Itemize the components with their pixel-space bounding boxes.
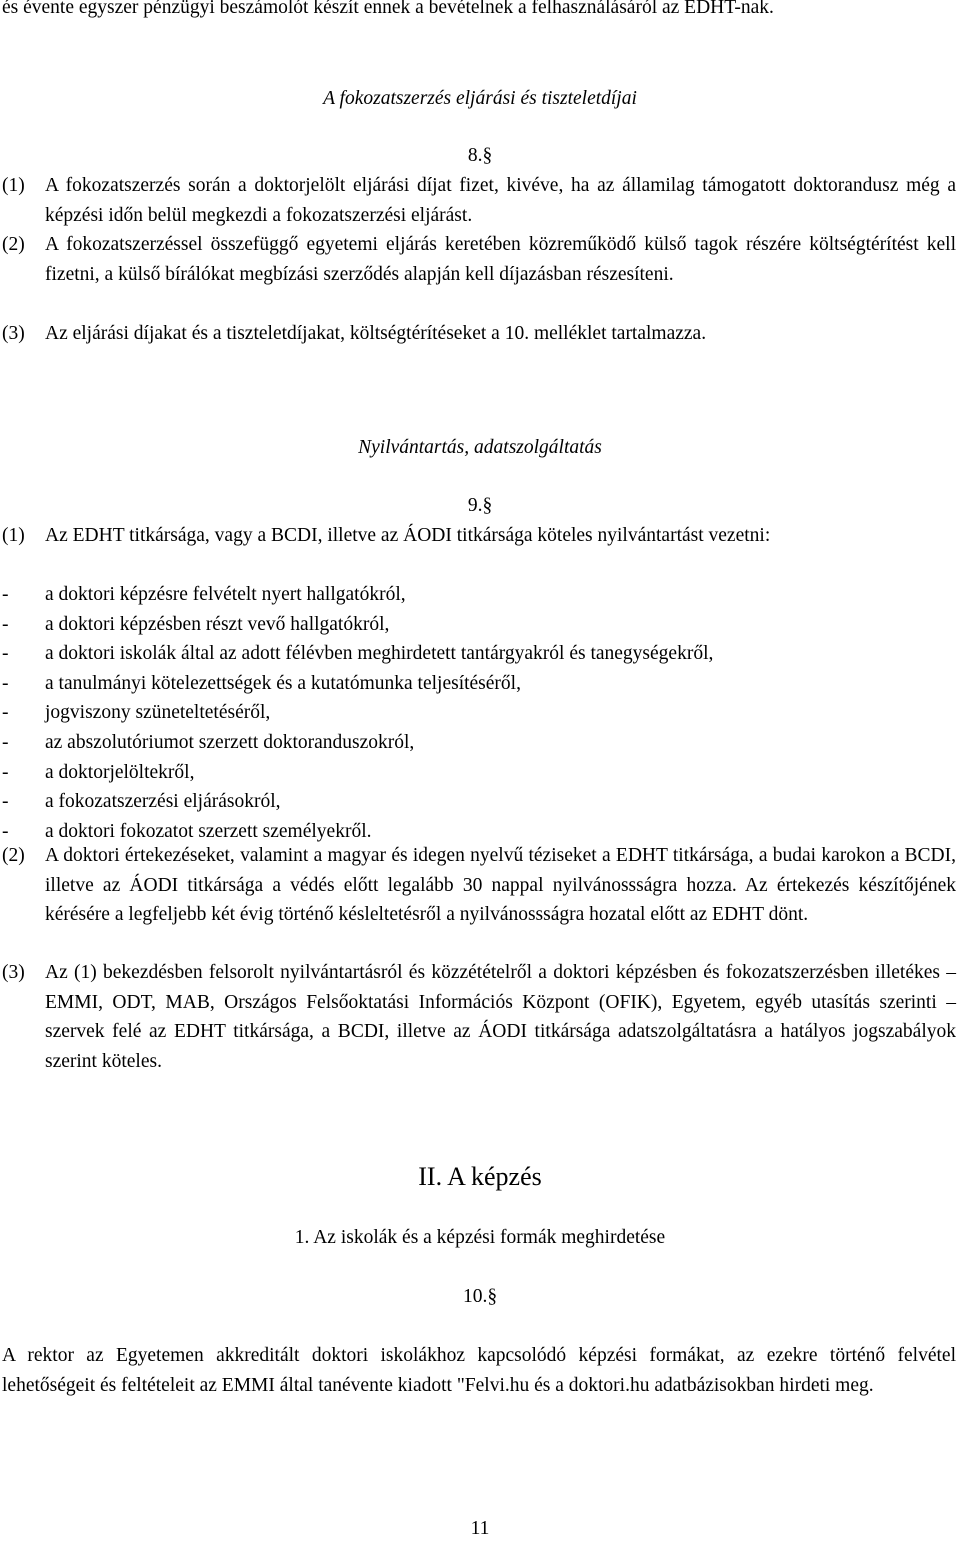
list-item: - a fokozatszerzési eljárásokról, [2, 791, 281, 813]
list-item: - a tanulmányi kötelezettségek és a kutatómunka teljesítéséről, [2, 672, 521, 694]
records-paragraph-1 [2, 521, 956, 551]
paragraph-text: Az eljárási díjakat és a tiszteletdíjakat, költségtérítéseket a 10. melléklet tartalmazza. [45, 323, 707, 344]
page-number: 11 [470, 1518, 490, 1539]
list-item: - jogviszony szüneteltetéséről, [2, 702, 271, 724]
top-paragraph: és évente egyszer pénzügyi beszámolót készít ennek a bevételnek a felhasználásáról az EDHT-nak. [2, 0, 774, 18]
fees-paragraph-2 [2, 230, 956, 289]
chapter-paragraph: A rektor az Egyetemen akkreditált doktori iskolákhoz kapcsolódó képzési formákat, az ezekre történő felvétel lehetőségeit és feltételeit az EMMI által tanévente kiadott "Felvi.hu és a doktori.hu adatbázisokban hirdeti meg. [2, 1345, 956, 1396]
paragraph-number: (1) [2, 175, 25, 196]
paragraph-text: A doktori értekezéseket, valamint a magyar és idegen nyelvű téziseket a EDHT titkársága, a budai karokon a BCDI, illetve az ÁODI titkársága a védés előtt legalább 30 nappal nyilvánossságra hozza. Az értekezés készítőjének kérésére a legfeljebb két évig történő késleltetésről a nyilvánossságra hozatal előtt az EDHT dönt. [45, 845, 956, 926]
fees-paragraph-3 [2, 319, 956, 349]
records-paragraph-3 [2, 958, 956, 1076]
list-item: - a doktori képzésre felvételt nyert hallgatókról, [2, 584, 406, 605]
list-item: - a doktorjelöltekről, [2, 761, 195, 783]
article-8-heading: 8.§ [467, 145, 493, 166]
article-10-heading: 10.§ [462, 1286, 498, 1307]
fees-paragraph-1 [2, 171, 956, 230]
paragraph-number: (2) [2, 845, 25, 866]
chapter-subtitle: 1. Az iskolák és a képzési formák meghirdetése [294, 1227, 666, 1248]
paragraph-text: Az (1) bekezdésben felsorolt nyilvántartásról és közzétételről a doktori képzésben és fokozatszerzésben illetékes – EMMI, ODT, MAB, Országos Felsőoktatási Információs Központ (OFIK), Egyetem, egyéb utasítás szerinti – szervek felé az EDHT titkársága, a BCDI, illetve az ÁODI titkársága adatszolgáltatásra a hatályos jogszabályok szerint köteles. [45, 962, 956, 1072]
list-item: - az abszolutóriumot szerzett doktoranduszokról, [2, 731, 415, 753]
paragraph-number: (1) [2, 525, 25, 546]
section-title-records: Nyilvántartás, adatszolgáltatás [358, 437, 602, 458]
records-list [2, 580, 713, 846]
chapter-title: II. A képzés [418, 1162, 542, 1191]
article-9-heading: 9.§ [467, 495, 493, 516]
paragraph-number: (3) [2, 962, 25, 983]
paragraph-text: Az EDHT titkársága, vagy a BCDI, illetve az ÁODI titkársága köteles nyilvántartást vezetni: [45, 525, 771, 546]
list-item: - a doktori képzésben részt vevő hallgatókról, [2, 613, 390, 635]
paragraph-number: (3) [2, 323, 25, 344]
paragraph-text: A fokozatszerzéssel összefüggő egyetemi eljárás keretében közreműködő külső tagok részére költségtérítést kell fizetni, a külső bírálókat megbízási szerződés alapján kell díjazásban részesíteni. [45, 234, 956, 285]
records-paragraph-2 [2, 841, 956, 930]
list-item: - a doktori iskolák által az adott félévben meghirdetett tantárgyakról és tanegységekről, [2, 643, 714, 665]
list-item: - a doktori fokozatot szerzett személyekről. [2, 820, 372, 842]
paragraph-number: (2) [2, 234, 25, 255]
paragraph-text: A fokozatszerzés során a doktorjelölt eljárási díjat fizet, kivéve, ha az államilag támogatott doktorandusz még a képzési időn belül megkezdi a fokozatszerzési eljárást. [45, 175, 956, 226]
section-title-fees: A fokozatszerzés eljárási és tiszteletdíjai [323, 88, 637, 109]
